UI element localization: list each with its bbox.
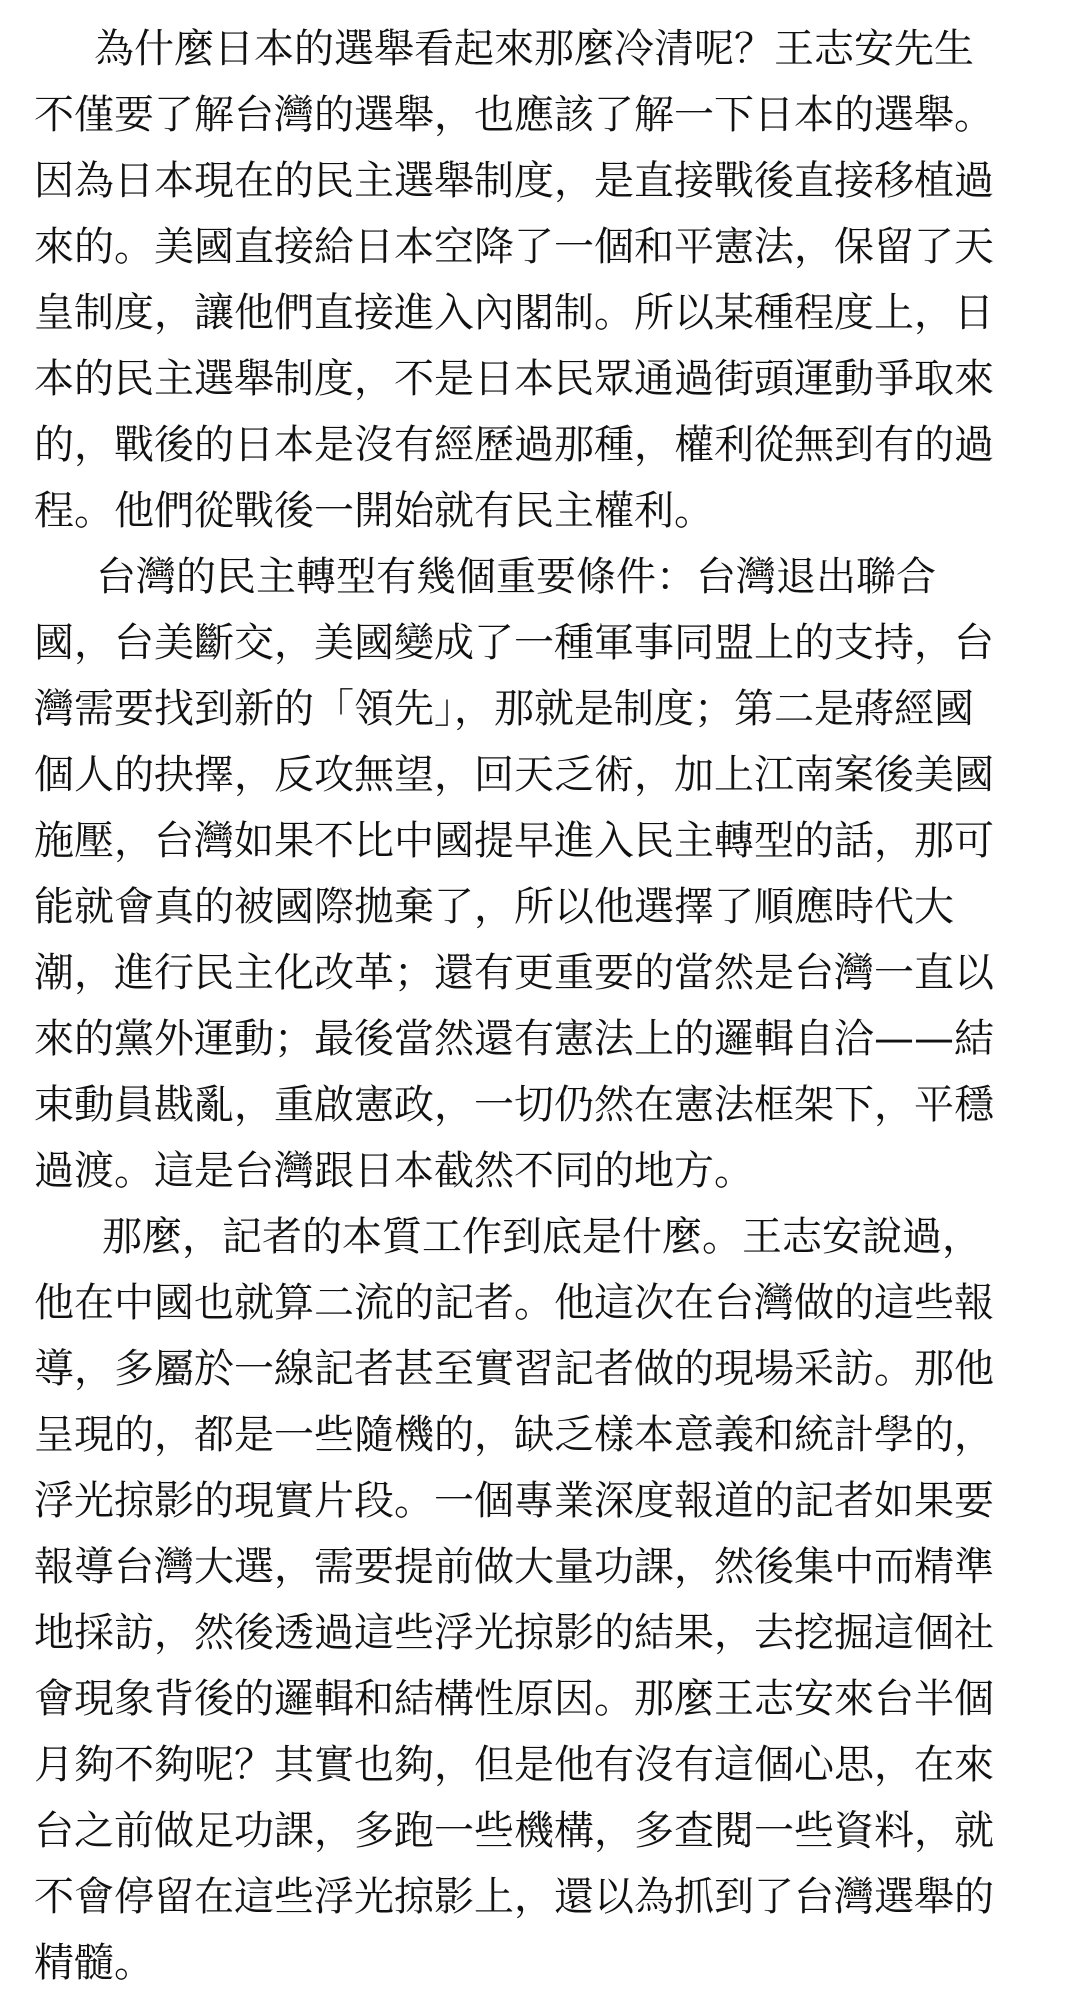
text-line: 因為日本現在的民主選舉制度，是直接戰後直接移植過 — [34, 158, 994, 204]
text-line: 程。他們從戰後一開始就有民主權利。 — [34, 488, 714, 534]
text-line: 施壓，台灣如果不比中國提早進入民主轉型的話，那可 — [34, 818, 994, 864]
text-line: 國，台美斷交，美國變成了一種軍事同盟上的支持，台 — [34, 620, 994, 666]
text-line: 導，多屬於一線記者甚至實習記者做的現場采訪。那他 — [34, 1346, 994, 1392]
text-line: 來的黨外運動；最後當然還有憲法上的邏輯自洽——結 — [34, 1016, 994, 1062]
paragraph-journalism — [34, 1204, 1046, 1996]
text-line: 過渡。這是台灣跟日本截然不同的地方。 — [34, 1148, 754, 1194]
text-line: 不會停留在這些浮光掠影上，還以為抓到了台灣選舉的 — [34, 1874, 994, 1920]
text-line: 為什麼日本的選舉看起來那麼冷清呢？王志安先生 — [94, 26, 974, 72]
paragraph-japan-elections — [34, 16, 1046, 544]
paragraph-taiwan-transition — [34, 544, 1046, 1204]
text-line: 來的。美國直接給日本空降了一個和平憲法，保留了天 — [34, 224, 994, 270]
text-line: 精髓。 — [34, 1940, 154, 1986]
text-line: 束動員戡亂，重啟憲政，一切仍然在憲法框架下，平穩 — [34, 1082, 994, 1128]
text-line: 潮，進行民主化改革；還有更重要的當然是台灣一直以 — [34, 950, 994, 996]
text-line: 能就會真的被國際拋棄了，所以他選擇了順應時代大 — [34, 884, 954, 930]
text-line: 報導台灣大選，需要提前做大量功課，然後集中而精準 — [34, 1544, 994, 1590]
text-line: 灣需要找到新的「領先」，那就是制度；第二是蔣經國 — [34, 686, 974, 732]
text-line: 台之前做足功課，多跑一些機構，多查閱一些資料，就 — [34, 1808, 994, 1854]
text-line: 浮光掠影的現實片段。一個專業深度報道的記者如果要 — [34, 1478, 994, 1524]
text-line: 地採訪，然後透過這些浮光掠影的結果，去挖掘這個社 — [34, 1610, 994, 1656]
text-line: 本的民主選舉制度，不是日本民眾通過街頭運動爭取來 — [34, 356, 994, 402]
text-line: 不僅要了解台灣的選舉，也應該了解一下日本的選舉。 — [34, 92, 994, 138]
text-line: 他在中國也就算二流的記者。他這次在台灣做的這些報 — [34, 1280, 994, 1326]
text-line: 月夠不夠呢？其實也夠，但是他有沒有這個心思，在來 — [34, 1742, 994, 1788]
text-line: 呈現的，都是一些隨機的，缺乏樣本意義和統計學的， — [34, 1412, 994, 1458]
text-line: 台灣的民主轉型有幾個重要條件：台灣退出聯合 — [96, 554, 936, 600]
text-line: 的，戰後的日本是沒有經歷過那種，權利從無到有的過 — [34, 422, 994, 468]
text-line: 皇制度，讓他們直接進入內閣制。所以某種程度上，日 — [34, 290, 994, 336]
text-line: 會現象背後的邏輯和結構性原因。那麼王志安來台半個 — [34, 1676, 994, 1722]
text-line: 那麼，記者的本質工作到底是什麼。王志安說過， — [102, 1214, 982, 1260]
text-line: 個人的抉擇，反攻無望，回天乏術，加上江南案後美國 — [34, 752, 994, 798]
